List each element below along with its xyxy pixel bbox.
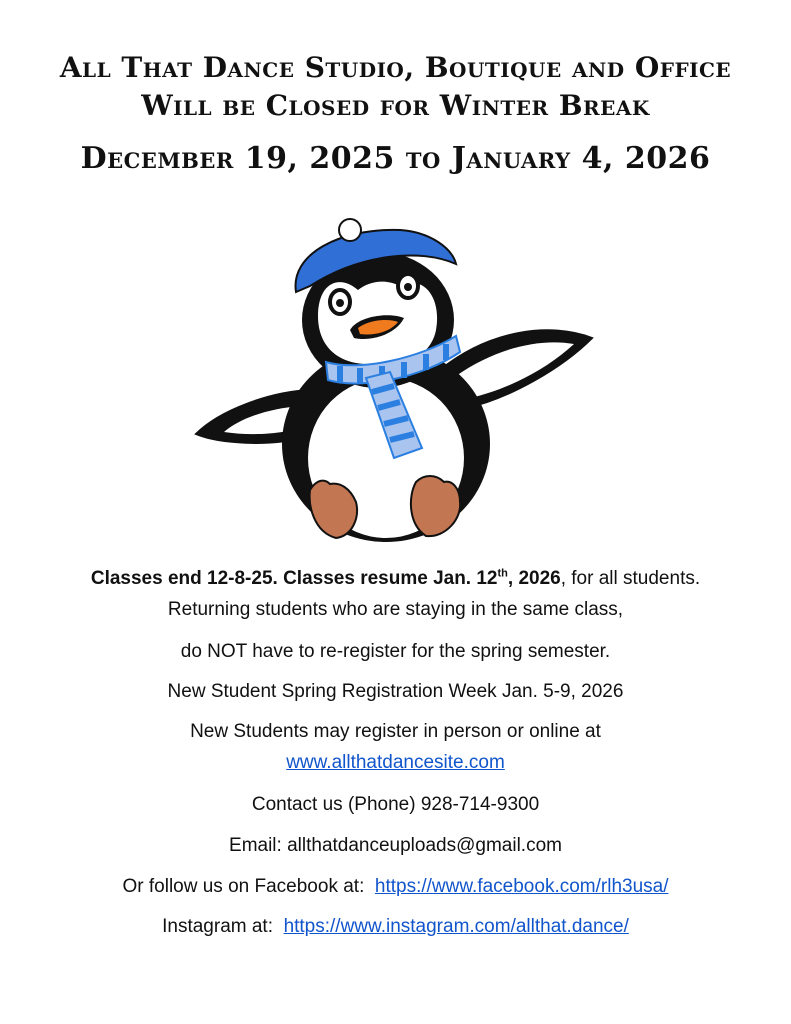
email-contact: Email: allthatdanceuploads@gmail.com (229, 835, 562, 856)
returning-students-line2: do NOT have to re-register for the spring semester. (180, 641, 611, 662)
register-online-text: New Students may register in person or online at (190, 721, 601, 742)
instagram-line (0, 915, 791, 939)
website-line (0, 751, 791, 775)
heading-closure-dates: December 19, 2025 to January 4, 2026 (80, 141, 711, 176)
returning-students-line1: Returning students who are staying in the same class, (167, 599, 624, 620)
classes-schedule (0, 567, 791, 591)
instagram-label: Instagram at: (162, 916, 273, 937)
phone-contact: Contact us (Phone) 928-714-9300 (251, 794, 540, 815)
instagram-link[interactable]: https://www.instagram.com/allthat.dance/ (283, 916, 629, 937)
classes-schedule-rest: , for all students. (560, 568, 701, 589)
registration-week: New Student Spring Registration Week Jan. 5-9, 2026 (167, 681, 624, 702)
heading-winter-break: Will be Closed for Winter Break (141, 89, 650, 122)
facebook-link[interactable]: https://www.facebook.com/rlh3usa/ (374, 876, 669, 897)
website-link[interactable]: www.allthatdancesite.com (286, 752, 505, 773)
heading-studio-closed: All That Dance Studio, Boutique and Office (59, 51, 732, 84)
classes-schedule-bold: Classes end 12-8-25. Classes resume Jan. 12th, 2026 (90, 567, 561, 589)
facebook-line (0, 875, 791, 899)
facebook-label: Or follow us on Facebook at: (122, 876, 365, 897)
penguin-icon (190, 212, 600, 550)
